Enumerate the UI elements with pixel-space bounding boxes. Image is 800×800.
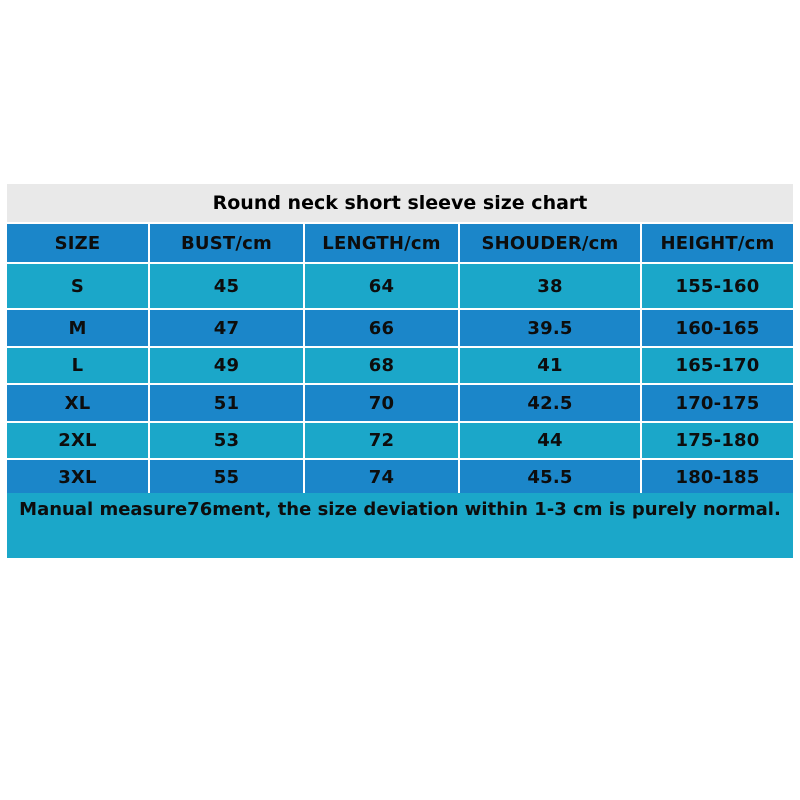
cell-shoulder: 39.5 bbox=[460, 310, 640, 346]
header-size: SIZE bbox=[7, 224, 148, 262]
cell-size: XL bbox=[7, 385, 148, 421]
cell-height: 155-160 bbox=[642, 264, 793, 308]
cell-length: 66 bbox=[305, 310, 458, 346]
cell-bust: 49 bbox=[150, 348, 303, 383]
cell-length: 70 bbox=[305, 385, 458, 421]
cell-shoulder: 45.5 bbox=[460, 460, 640, 495]
size-chart bbox=[7, 184, 793, 558]
header-shoulder: SHOUDER/cm bbox=[460, 224, 640, 262]
cell-shoulder: 38 bbox=[460, 264, 640, 308]
cell-shoulder: 41 bbox=[460, 348, 640, 383]
cell-shoulder: 44 bbox=[460, 423, 640, 458]
header-length: LENGTH/cm bbox=[305, 224, 458, 262]
header-height: HEIGHT/cm bbox=[642, 224, 793, 262]
cell-shoulder: 42.5 bbox=[460, 385, 640, 421]
cell-size: M bbox=[7, 310, 148, 346]
cell-bust: 51 bbox=[150, 385, 303, 421]
cell-size: 3XL bbox=[7, 460, 148, 495]
header-bust: BUST/cm bbox=[150, 224, 303, 262]
cell-length: 68 bbox=[305, 348, 458, 383]
measurement-note: Manual measure76ment, the size deviation within 1-3 cm is purely normal. bbox=[7, 493, 793, 558]
cell-height: 170-175 bbox=[642, 385, 793, 421]
cell-height: 160-165 bbox=[642, 310, 793, 346]
cell-size: L bbox=[7, 348, 148, 383]
cell-bust: 45 bbox=[150, 264, 303, 308]
cell-length: 72 bbox=[305, 423, 458, 458]
cell-bust: 53 bbox=[150, 423, 303, 458]
cell-length: 74 bbox=[305, 460, 458, 495]
cell-bust: 55 bbox=[150, 460, 303, 495]
chart-title: Round neck short sleeve size chart bbox=[7, 184, 793, 222]
size-table bbox=[7, 224, 793, 495]
cell-height: 165-170 bbox=[642, 348, 793, 383]
cell-length: 64 bbox=[305, 264, 458, 308]
cell-size: S bbox=[7, 264, 148, 308]
cell-size: 2XL bbox=[7, 423, 148, 458]
cell-height: 175-180 bbox=[642, 423, 793, 458]
cell-bust: 47 bbox=[150, 310, 303, 346]
cell-height: 180-185 bbox=[642, 460, 793, 495]
